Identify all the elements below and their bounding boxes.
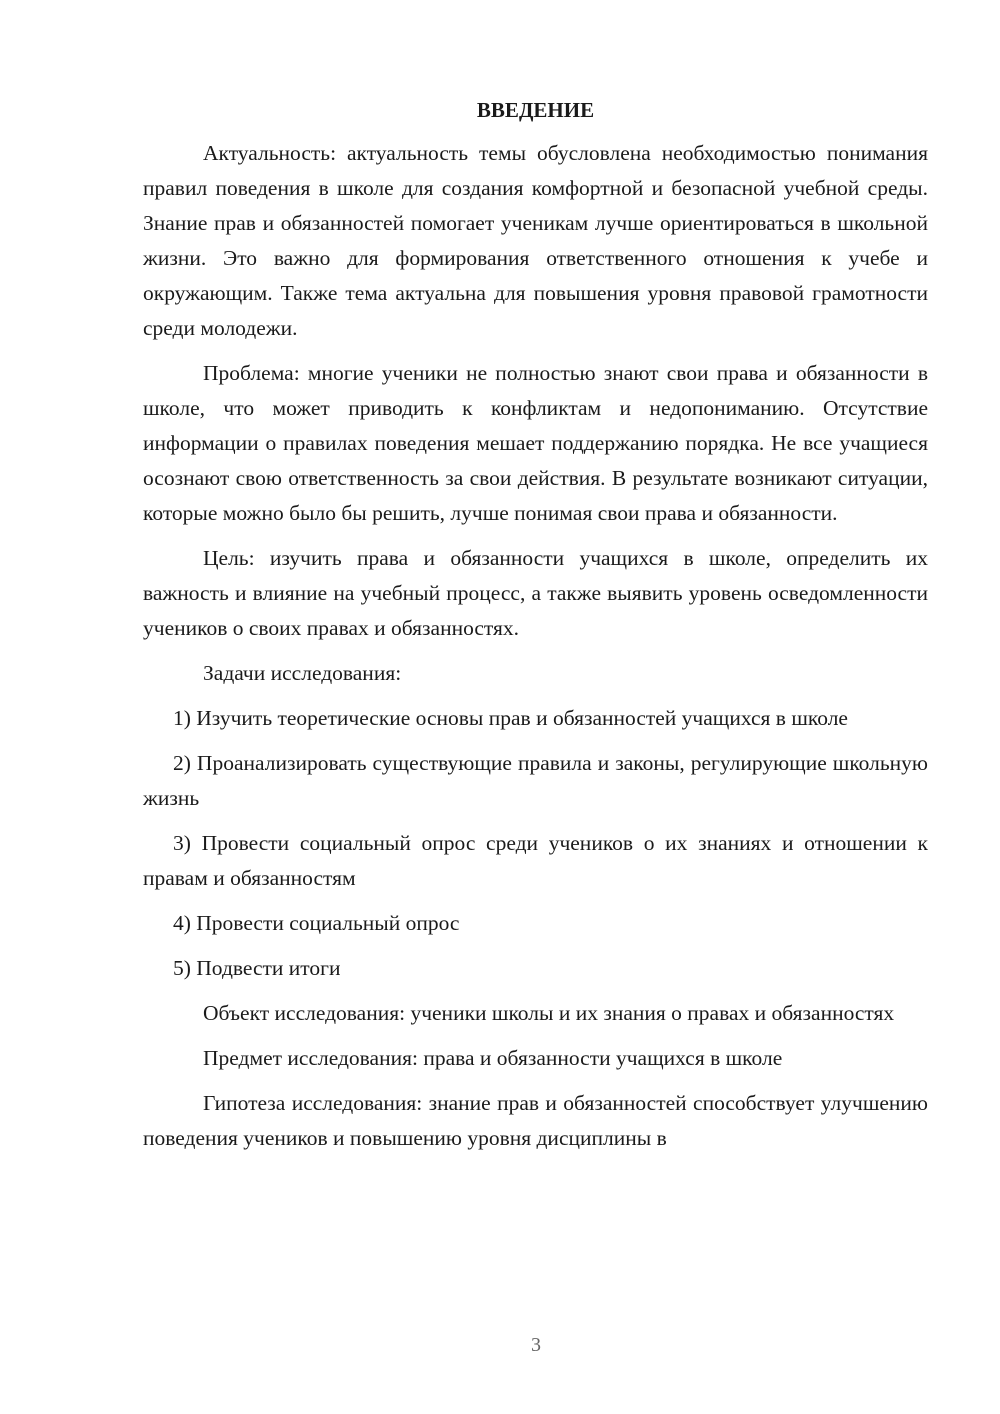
tasks-heading: Задачи исследования: <box>203 661 402 685</box>
section-title: ВВЕДЕНИЕ <box>476 98 595 122</box>
document-page <box>143 95 928 1166</box>
page-number: 3 <box>531 1334 541 1356</box>
task-item: 4) Провести социальный опрос <box>173 911 460 935</box>
task-item: 1) Изучить теоретические основы прав и обязанностей учащихся в школе <box>173 706 848 730</box>
subject-paragraph: Предмет исследования: права и обязанности учащихся в школе <box>203 1046 783 1070</box>
task-item: 2) Проанализировать существующие правила и законы, регулирующие школьную жизнь <box>143 751 928 810</box>
task-item: 3) Провести социальный опрос среди учеников о их знаниях и отношении к правам и обязанностям <box>143 831 928 890</box>
object-paragraph: Объект исследования: ученики школы и их знания о правах и обязанностях <box>203 1001 895 1025</box>
hypothesis-paragraph: Гипотеза исследования: знание прав и обязанностей способствует улучшению поведения учеников и повышению уровня дисциплины в <box>143 1091 928 1150</box>
task-item: 5) Подвести итоги <box>173 956 341 980</box>
goal-paragraph: Цель: изучить права и обязанности учащихся в школе, определить их важность и влияние на учебный процесс, а также выявить уровень осведомленности учеников о своих правах и обязанностях. <box>143 546 928 640</box>
relevance-paragraph: Актуальность: актуальность темы обусловлена необходимостью понимания правил поведения в школе для создания комфортной и безопасной учебной среды. Знание прав и обязанностей помогает ученикам лучше ориентироваться в школьной жизни. Это важно для формирования ответственного отношения к учебе и окружающим. Также тема актуальна для повышения уровня правовой грамотности среди молодежи. <box>143 141 928 340</box>
problem-paragraph: Проблема: многие ученики не полностью знают свои права и обязанности в школе, что может приводить к конфликтам и недопониманию. Отсутствие информации о правилах поведения мешает поддержанию порядка. Не все учащиеся осознают свою ответственность за свои действия. В результате возникают ситуации, которые можно было бы решить, лучше понимая свои права и обязанности. <box>143 361 928 525</box>
